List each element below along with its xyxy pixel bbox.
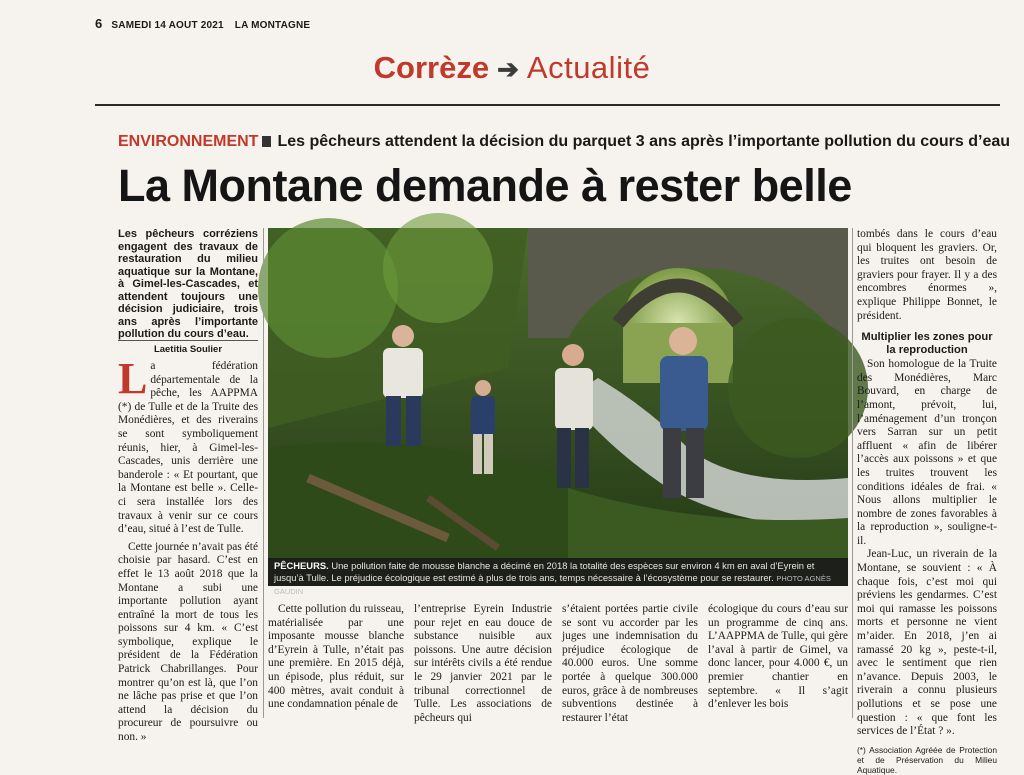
byline: Laetitia Soulier xyxy=(118,340,258,355)
paragraph: Cette journée n’avait pas été choisie par hasard. C’est en effet le 13 août 2018 que la Montane a subi une importante pollution ayant entraîné la mort de tous les poissons sur 4 km. « C’est symbolique, explique le président de la Fédération Patrick Chabrillanges. Pour montrer qu’on est là, que l’on ne lâche pas prise et que l’on attend la décision du procureur de poursuivre ou non. » xyxy=(118,540,258,744)
section-category: Actualité xyxy=(526,50,651,85)
paragraph: Jean-Luc, un riverain de la Montane, se souvient : « À chaque fois, c’est moi qui préviens les gendarmes. C’est moi qui ramasse les poissons morts et personne ne vient m’aider. En 2018, j’en ai ramassé 20 kg », peste-t-il, avec le sentiment que rien n’avance. Depuis 2003, le riverain a connu plusieurs pollutions et se pose une question : « que font les services de l’État ? ». xyxy=(857,548,997,738)
footnote: (*) Association Agréée de Protection et de Préservation du Milieu Aquatique. xyxy=(857,744,997,775)
kicker xyxy=(118,133,1010,151)
arrow-right-icon: ➔ xyxy=(497,54,519,84)
column-2 xyxy=(268,603,404,712)
page-header xyxy=(95,16,310,31)
photo-caption xyxy=(268,558,848,596)
paragraph: Son homologue de la Truite des Monédières, Marc Bouvard, en charge de l’amont, prévoit, lui, l’aménagement d’un tronçon vers Sarran sur un petit affluent « afin de libérer l’accès aux poissons » et que les truites trouvent les conditions idéales de frai. « Nous allons multiplier le nombre de zones favorables à la reproduction », souligne-t-il. xyxy=(857,358,997,547)
forest-river-photo xyxy=(268,228,848,558)
paragraph-text: a fédération départementale de la pêche, les AAPPMA (*) de Tulle et de la Truite des Monédières, et des riverains se sont symboliquement réunis, hier, à Gimel-les-Cascades, unis derrière une banderole : « Et pourtant, que la Montane est belle ». Celle-ci sera installée lors des travaux à venir sur ce cours d’eau, situé à l’est de Tulle. xyxy=(118,360,258,536)
photo-credit: PHOTO AGNÈS GAUDIN xyxy=(274,574,831,596)
paragraph: écologique du cours d’eau sur un programme de cinq ans. L’AAPPMA de Tulle, qui gère l’aval à partir de Gimel, va donc lancer, pour 4.000 €, un premier chantier en septembre. « Il s’agit d’enlever les bois xyxy=(708,603,848,711)
column-6 xyxy=(857,228,997,775)
kicker-text: Les pêcheurs attendent la décision du parquet 3 ans après l’importante pollution du cours d’eau xyxy=(277,133,1011,150)
column-4 xyxy=(562,603,698,725)
paragraph: tombés dans le cours d’eau qui bloquent les graviers. Or, les truites ont besoin de graviers pour frayer. Il y a des encombres énormes », explique Philippe Bonnet, le président. xyxy=(857,228,997,322)
caption-label: PÊCHEURS. xyxy=(274,560,329,571)
section-region: Corrèze xyxy=(373,50,490,85)
article-photo xyxy=(268,228,848,558)
column-1 xyxy=(118,354,258,745)
issue-date: SAMEDI 14 AOUT 2021 xyxy=(111,20,224,31)
paragraph: Cette pollution du ruisseau, matérialisée par une imposante mousse blanche d’Eyrein à Tulle, n’était pas une première. En 2015 déjà, un épisode, plus réduit, sur 400 mètres, avait conduit à une condamnation pénale de xyxy=(268,603,404,711)
kicker-tag: ENVIRONNEMENT xyxy=(118,133,259,150)
square-bullet-icon xyxy=(262,136,271,147)
headline: La Montane demande à rester belle xyxy=(118,160,852,211)
chapo: Les pêcheurs corréziens engagent des travaux de restauration du milieu aquatique sur la Montane, à Gimel-les-Cascades, et attendent toujours une décision judiciaire, trois ans après l’importante pollution du cours d’eau. xyxy=(118,228,258,340)
paragraph: s’étaient portées partie civile se sont vu accorder par les juges une indemnisation du préjudice écologique de 40.000 euros. Une somme portée à quelque 300.000 euros, grâce à de nombreuses subventions destinée à restaurer l’état xyxy=(562,603,698,724)
drop-cap: L xyxy=(118,354,148,403)
caption-text: Une pollution faite de mousse blanche a décimé en 2018 la totalité des espèces sur environ 4 km en aval d’Eyrein et jusqu’à Tulle. Le préjudice écologique est estimé à plus de trois ans, temps nécessaire à l’écosystème pour se restaurer. xyxy=(274,560,815,583)
page-number: 6 xyxy=(95,16,103,31)
column-rule xyxy=(852,228,853,718)
paragraph: l’entreprise Eyrein Industrie pour rejet en eau douce de substance nuisible aux poissons. Une autre décision sur intérêts civils a été rendue le 29 janvier 2021 par le tribunal correctionnel de Tulle. Les associations de pêcheurs qui xyxy=(414,603,552,724)
column-rule xyxy=(263,228,264,718)
paragraph xyxy=(118,354,258,537)
subheading: Multiplier les zones pour la reproduction xyxy=(861,331,993,356)
column-5 xyxy=(708,603,848,712)
newspaper-name: LA MONTAGNE xyxy=(234,20,311,31)
column-3 xyxy=(414,603,552,725)
section-rule xyxy=(95,104,1000,106)
section-title xyxy=(0,50,1024,86)
